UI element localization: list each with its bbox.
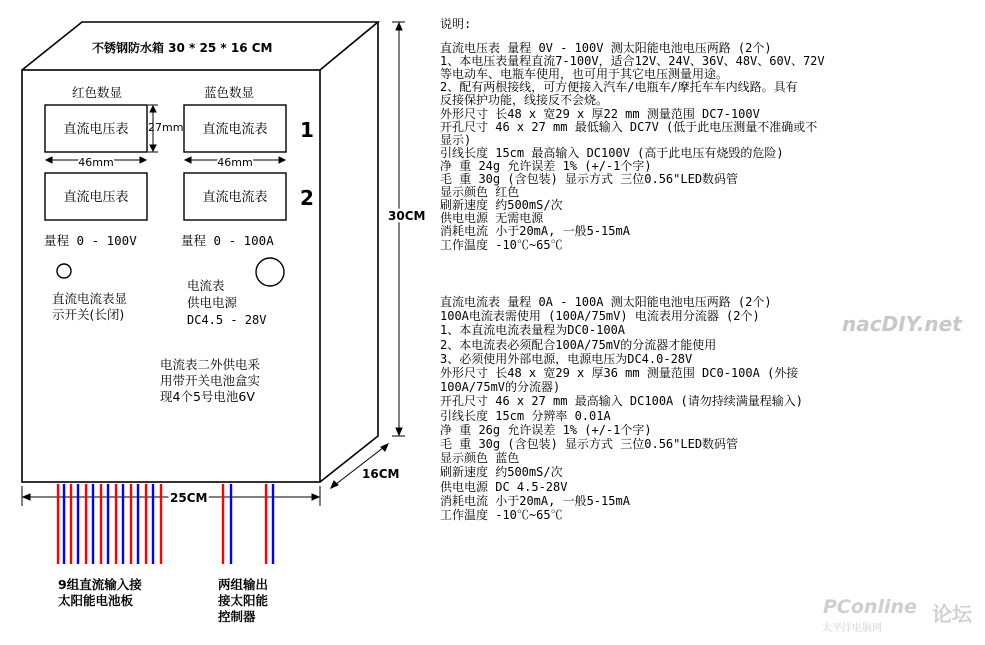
current-note-line: 引线长度 15cm 分辨率 0.01A [440,408,611,423]
input-wires [58,484,161,564]
watermark-top: nacDIY.net [842,312,962,336]
output-wires-label-line-3: 控制器 [218,609,256,624]
current-note-line: 净 重 26g 允许误差 1% (+/-1个字) [440,422,652,437]
row-1-number: 1 [300,118,314,142]
current-note-line: 毛 重 30g (含包装) 显示方式 三位0.56"LED数码管 [440,437,739,451]
notes-heading: 说明: [440,17,472,31]
box-title: 不锈钢防水箱 30 * 25 * 16 CM [92,41,273,55]
voltage-note-line: 工作温度 -10℃~65℃ [440,237,563,252]
box-side-face [320,22,378,482]
range-voltage: 量程 0 - 100V [44,233,137,248]
voltage-note-line: 显示颜色 红色 [440,185,520,200]
battery-note-line-2: 用带开关电池盒实 [160,373,261,388]
input-wires-label-line-2: 太阳能电池板 [58,593,134,608]
voltage-note-line: 消耗电流 小于20mA, 一般5-15mA [440,224,630,239]
power-note-line-1: 电流表 [187,278,225,293]
switch-note-line-2: 示开关(长闭) [52,307,125,322]
voltage-note-line: 刷新速度 约500mS/次 [440,198,563,213]
voltage-note-line: 供电电源 无需电源 [440,211,544,226]
voltage-note-line: 1、本电压表量程直流7-100V，适合12V、24V、36V、48V、60V、72V [440,54,825,69]
dim-46mm-right-label: 46mm [217,156,253,169]
current-note-line: 直流电流表 量程 0A - 100A 测太阳能电池电压两路 (2个) [440,295,772,309]
current-note-line: 外形尺寸 长48 x 宽29 x 厚36 mm 测量范围 DC0-100A (外接 [440,366,799,380]
switch-circle [57,264,71,278]
voltage-note-line: 2、配有两根接线，可方便接入汽车/电瓶车/摩托车车内线路。具有 [440,80,798,95]
switch-note-line-1: 直流电流表显 [52,291,128,306]
watermark-brand-cn: 太平洋电脑网 [822,623,882,634]
dim-46mm-left-label: 46mm [78,156,114,169]
blue-ammeter-2-label: 直流电流表 [202,190,268,205]
blue-ammeter-1-label: 直流电流表 [202,122,268,137]
red-display-label: 红色数显 [72,85,123,100]
watermark-brand: PConline [823,596,917,618]
voltage-note-line: 等电动车、电瓶车使用，也可用于其它电压测量用途。 [440,67,729,82]
battery-note-line-3: 现4个5号电池6V [160,389,255,404]
voltage-note-line: 直流电压表 量程 0V - 100V 测太阳能电池电压两路 (2个) [440,41,772,55]
current-note-line: 2、本电流表必须配合100A/75mV的分流器才能使用 [440,337,717,352]
current-note-line: 1、本直流电流表量程为DC0-100A [440,323,626,338]
output-wires-label-line-2: 接太阳能 [218,593,269,608]
current-note-line: 供电电源 DC 4.5-28V [440,479,568,494]
current-note-line: 工作温度 -10℃~65℃ [440,508,563,522]
voltage-note-line: 毛 重 30g (含包装) 显示方式 三位0.56"LED数码管 [440,172,739,186]
voltage-note-line: 开孔尺寸 46 x 27 mm 最低输入 DC7V (低于此电压测量不准确或不 [440,119,818,134]
current-note-line: 3、必须使用外部电源，电源电压为DC4.0-28V [440,351,693,366]
current-note-line: 消耗电流 小于20mA, 一般5-15mA [440,493,630,508]
output-wires [223,484,273,564]
power-note-line-3: DC4.5 - 28V [187,313,267,327]
dim-16cm-label: 16CM [362,467,400,481]
output-wires-label-line-1: 两组输出 [218,577,269,592]
power-jack-circle [256,258,284,286]
current-note-line: 开孔尺寸 46 x 27 mm 最高输入 DC100A (请勿持续满量程输入) [440,394,803,409]
voltage-note-line: 显示) [440,132,472,147]
red-voltmeter-2-label: 直流电压表 [63,190,129,205]
dim-25cm-label: 25CM [170,491,208,505]
current-note-line: 100A电流表需使用 (100A/75mV) 电流表用分流器 (2个) [440,309,760,324]
voltage-note-line: 反接保护功能，线接反不会烧。 [440,93,609,108]
battery-note-line-1: 电流表二外供电釆 [160,357,261,372]
row-2-number: 2 [300,186,314,210]
dim-27mm-label: 27mm [148,121,184,134]
dim-30cm-label: 30CM [388,209,426,223]
voltage-note-line: 净 重 24g 允许误差 1% (+/-1个字) [440,158,652,173]
input-wires-label-line-1: 9组直流输入接 [58,577,142,592]
dim-30cm-marker [392,22,405,436]
current-note-line: 显示颜色 蓝色 [440,451,520,466]
blue-display-label: 蓝色数显 [204,85,255,100]
current-note-line: 刷新速度 约500mS/次 [440,465,563,480]
voltage-note-line: 引线长度 15cm 最高输入 DC100V (高于此电压有烧毁的危险) [440,145,784,160]
range-current: 量程 0 - 100A [181,233,274,248]
current-note-line: 100A/75mV的分流器) [440,380,561,395]
watermark-forum: 论坛 [932,602,972,626]
red-voltmeter-1-label: 直流电压表 [63,122,129,137]
voltage-note-line: 外形尺寸 长48 x 宽29 x 厚22 mm 测量范围 DC7-100V [440,106,760,121]
power-note-line-2: 供电电源 [187,295,238,310]
